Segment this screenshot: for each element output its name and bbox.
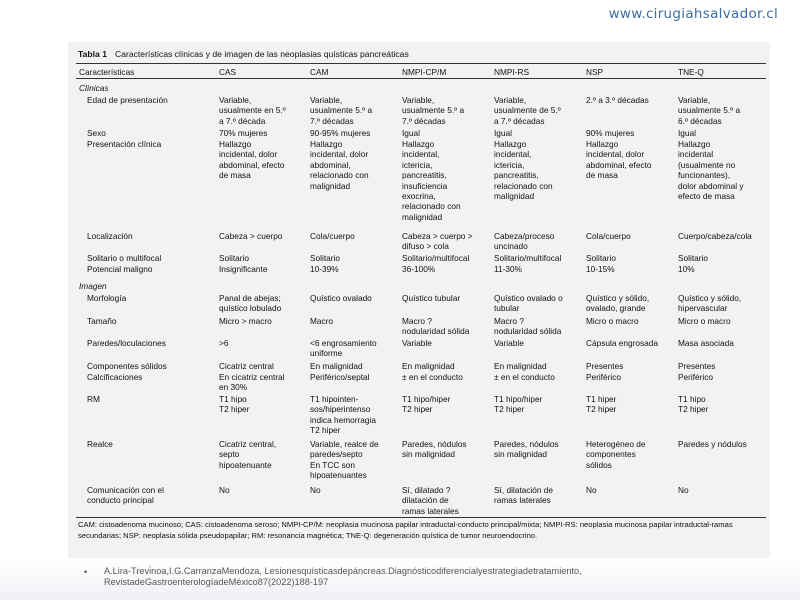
table-cell: No [219,485,230,495]
table-cell: Variable, usualmente 5.º a 7.º décadas [310,95,373,126]
table-cell: Hallazgo incidental (usualmente no funcionantes), dolor abdominal y efecto de masa [678,139,744,202]
table-cell: 90% mujeres [586,128,635,138]
row-label: Tamaño [87,316,117,326]
table-cell: Quístico ovalado o tubular [494,293,563,314]
table-cell: T1 hipo T2 hiper [219,394,250,415]
table-cell: Cabeza > cuerpo > difuso > cola [402,231,473,252]
table-cell: Hallazgo incidental, ictericia, pancreatitis, relacionado con malignidad [494,139,553,202]
table-cell: Quístico tubular [402,293,461,303]
table-cell: Hallazgo incidental, ictericia, pancreatitis, insuficiencia exocrina, relacionado con malignidad [402,139,461,222]
bullet-icon: • [84,567,88,577]
table-cell: 90-95% mujeres [310,128,371,138]
table-cell: <6 engrosamiento uniforme [310,338,377,359]
table-number: Tabla 1 [78,49,107,59]
table-cell: Macro [310,316,334,326]
table-cell: Panal de abejas; quístico lobulado [219,293,282,314]
table-footnote: CAM: cistoadenoma mucinoso; CAS: cistoadenoma seroso; NMPI-CP/M: neoplasia mucinosa papilar intraductal-conducto principal/mixta; NMPI-RS: neoplasia mucinosa papilar intraductal-ramas secundarias; NSP: neoplasia sólida pseudopapilar; RM: resonancia magnética; TNE-Q: degeneración quística de tumor neuroendocrino. [78,520,733,540]
rule-bottom [76,517,766,518]
table-cell: Variable, usualmente de 5.º a 7.º décadas [494,95,561,126]
table-cell: 10% [678,264,695,274]
table-cell: Cicatriz central [219,361,274,371]
table-cell: Micro o macro [586,316,639,326]
citation-text: A.Lira-Trevi̇noa,I.G.CarranzaMendoza, Lesionesquísticasdepáncreas.Diagnósticodiferencialyestrategiadetratamiento, RevistadeGastroenterologíadeMéxico87(2022)188-197 [104,566,582,587]
table-cell: Igual [494,128,512,138]
table-cell: Cicatriz central, septo hipoatenuante [219,439,277,470]
table-cell: ± en el conducto [494,372,555,382]
row-label: Sexo [87,128,106,138]
row-label: Calcificaciones [87,372,143,382]
table-cell: Solitario/multifocal [402,253,470,263]
table-cell: Masa asociada [678,338,734,348]
table-title [78,49,409,59]
section-clinicas: Clínicas [79,83,109,93]
row-label: Paredes/loculaciones [87,338,166,348]
table-cell: Igual [678,128,696,138]
table-cell: Cola/cuerpo [586,231,631,241]
table-cell: En malignidad [402,361,455,371]
table-cell: En cicatriz central en 30% [219,372,285,393]
table-cell: Sí, dilatado ? dilatación de ramas laterales [402,485,459,516]
table-cell: T1 hipo T2 hiper [678,394,709,415]
section-imagen: Imagen [79,281,107,291]
table-cell: Variable, usualmente 5.º a 6.º décadas [678,95,741,126]
table-cell: Solitario [678,253,708,263]
table-cell: Insignificante [219,264,268,274]
rule-top [76,63,766,64]
table-cell: >6 [219,338,229,348]
col-header-nmpi-cpm: NMPI-CP/M [402,67,447,77]
table-cell: Hallazgo incidental, dolor abdominal, efecto de masa [586,139,652,181]
table-cell: Sí, dilatación de ramas laterales [494,485,554,506]
table-cell: Heterogéneo de componentes sólidos [586,439,646,470]
table-cell: Igual [402,128,420,138]
table-cell: 11-30% [494,264,522,274]
table-cell: Presentes [678,361,716,371]
col-header-caracteristicas: Características [79,67,135,77]
table-cell: Paredes, nódulos sin malignidad [494,439,559,460]
table-cell: T1 hipointen- sos/hiperintenso indica hemorragia T2 hiper [310,394,376,436]
table-cell: T1 hipo/hiper T2 hiper [402,394,451,415]
table-cell: Micro o macro [678,316,731,326]
table-cell: Paredes, nódulos sin malignidad [402,439,467,460]
table-cell: Variable, realce de paredes/septo En TCC son hipoatenuantes [310,439,379,481]
row-label: Solitario o multifocal [87,253,162,263]
table-cell: En malignidad [310,361,363,371]
row-label: Realce [87,439,113,449]
row-label: Edad de presentación [87,95,168,105]
table-cell: Variable [494,338,524,348]
row-label: Comunicación con el conducto principal [87,485,165,506]
col-header-nsp: NSP [586,67,604,77]
row-label: Presentación clínica [87,139,162,149]
table-cell: Macro ? nodularidad sólida [494,316,562,337]
col-header-tne-q: TNE-Q [678,67,704,77]
table-cell: No [678,485,689,495]
table-cell: Solitario [219,253,249,263]
col-header-nmpi-rs: NMPI-RS [494,67,530,77]
row-label: RM [87,394,100,404]
table-cell: Quístico ovalado [310,293,372,303]
table-cell: Cuerpo/cabeza/cola [678,231,752,241]
table-cell: 2.º a 3.º décadas [586,95,649,105]
table-cell: Quístico y sólido, ovalado, grande [586,293,650,314]
table-cell: Macro ? nodularidad sólida [402,316,470,337]
table-cell: T1 hiper T2 hiper [586,394,617,415]
table-cell: Cabeza/proceso uncinado [494,231,555,252]
table-cell: Hallazgo incidental, dolor abdominal, efecto de masa [219,139,285,181]
table-cell: Variable [402,338,432,348]
table-cell: Variable, usualmente 5.º a 7.º décadas [402,95,465,126]
table-cell: Hallazgo incidental, dolor abdominal, relacionado con malignidad [310,139,369,191]
table-cell: No [586,485,597,495]
table-cell: Micro > macro [219,316,272,326]
table-cell: Cabeza > cuerpo [219,231,283,241]
table-cell: Variable, usualmente en 5.º a 7.º década [219,95,286,126]
table-cell: ± en el conducto [402,372,463,382]
row-label: Potencial maligno [87,264,153,274]
table-cell: Paredes y nódulos [678,439,747,449]
rule-header [76,78,766,79]
table-cell: 36-100% [402,264,436,274]
col-header-cam: CAM [310,67,329,77]
row-label: Componentes sólidos [87,361,167,371]
table-cell: En malignidad [494,361,547,371]
row-label: Morfología [87,293,127,303]
table-cell: Solitario/multifocal [494,253,562,263]
col-header-cas: CAS [219,67,237,77]
table-cell: Solitario [310,253,340,263]
site-watermark: www.cirugiahsalvador.cl [608,6,778,22]
table-cell: 10-15% [586,264,615,274]
table-cell: Cola/cuerpo [310,231,355,241]
table-cell: Periférico [586,372,622,382]
table-cell: Periférico/septal [310,372,370,382]
table-cell: 70% mujeres [219,128,268,138]
table-cell: T1 hipo/hiper T2 hiper [494,394,543,415]
table-cell: No [310,485,321,495]
table-cell: Presentes [586,361,624,371]
table-cell: Quístico y sólido, hipervascular [678,293,742,314]
table-caption: Características clínicas y de imagen de las neoplasias quísticas pancreáticas [114,49,409,59]
table-cell: Solitario [586,253,616,263]
row-label: Localización [87,231,133,241]
table-cell: 10-39% [310,264,339,274]
table-cell: Cápsula engrosada [586,338,658,348]
table-cell: Periférico [678,372,714,382]
